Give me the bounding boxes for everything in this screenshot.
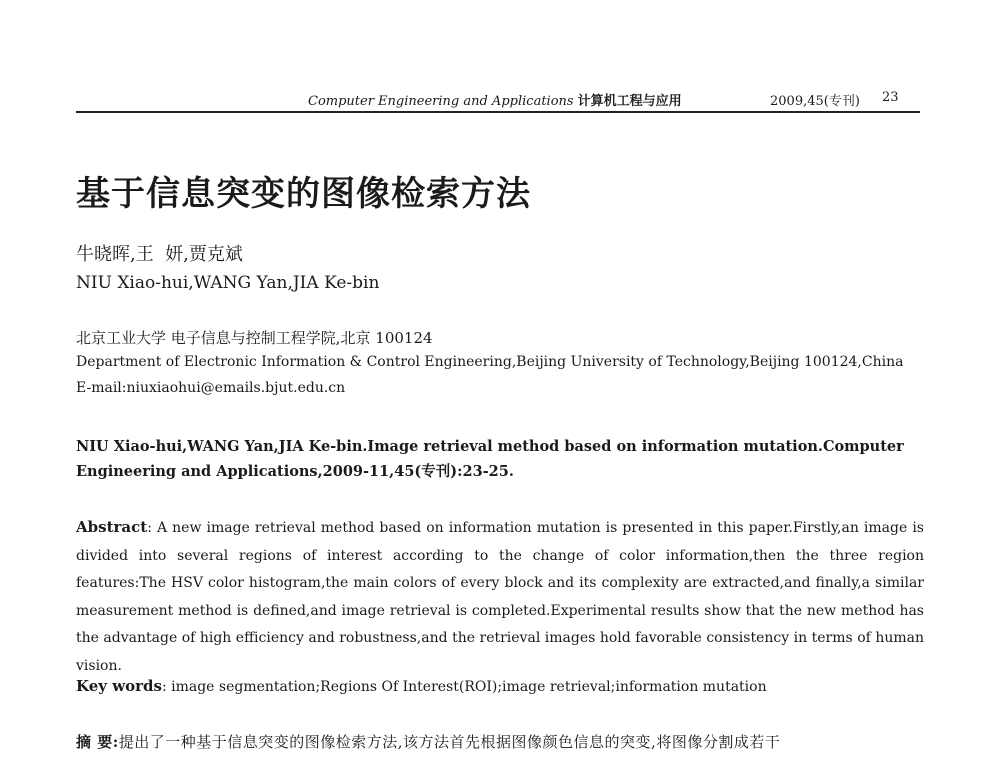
authors-zh: 牛晓晖,王 妍,贾克斌 (76, 244, 243, 265)
affiliation-zh: 北京工业大学 电子信息与控制工程学院,北京 100124 (76, 329, 433, 347)
keywords-label: Key words (76, 677, 162, 695)
abstract-zh: 摘 要:提出了一种基于信息突变的图像检索方法,该方法首先根据图像颜色信息的突变,将图像分割成若干 (76, 733, 781, 751)
abstract-zh-label: 摘 要 (76, 733, 113, 751)
page-number: 23 (882, 90, 899, 105)
header-rule (76, 111, 920, 113)
abstract-en: Abstract: A new image retrieval method based on information mutation is presented in this paper.Firstly,an image is divided into several regions of interest according to the change of color information,then the three region features:The HSV color histogram,the main colors of every block and its complexity are extracted,and finally,a similar measurement method is defined,and image retrieval is completed.Experimental results show that the new method has the advantage of high efficiency and robustness,and the retrieval images hold favorable consistency in terms of human vision. (76, 518, 924, 674)
abstract-zh-text: 提出了一种基于信息突变的图像检索方法,该方法首先根据图像颜色信息的突变,将图像分割成若干 (118, 733, 781, 751)
citation: NIU Xiao-hui,WANG Yan,JIA Ke-bin.Image retrieval method based on information mutation.Computer Engineering and Applications,2009-11,45(专刊):23-25. (76, 438, 904, 480)
abstract-label: Abstract (76, 518, 148, 536)
journal-name-en: Computer Engineering and Applications (308, 94, 574, 109)
running-header (76, 90, 920, 112)
keywords-text: image segmentation;Regions Of Interest(ROI);image retrieval;information mutation (171, 679, 767, 695)
journal-name (308, 90, 682, 109)
affiliation-en: Department of Electronic Information & Control Engineering,Beijing University of Technology,Beijing 100124,China (76, 354, 904, 370)
issue-info: 2009,45(专刊) (770, 94, 860, 109)
paper-title: 基于信息突变的图像检索方法 (76, 174, 531, 214)
email-line: E-mail:niuxiaohui@emails.bjut.edu.cn (76, 380, 346, 396)
abstract-text: A new image retrieval method based on information mutation is presented in this paper.Firstly,an image is divided into several regions of interest according to the change of color information,then the three region features:The HSV color histogram,the main colors of every block and its complexity are extracted,and finally,a similar measurement method is defined,and image retrieval is completed.Experimental results show that the new method has the advantage of high efficiency and robustness,and the retrieval images hold favorable consistency in terms of human vision. (76, 520, 924, 674)
authors-en: NIU Xiao-hui,WANG Yan,JIA Ke-bin (76, 273, 380, 293)
keywords-en: Key words: image segmentation;Regions Of Interest(ROI);image retrieval;information mutation (76, 677, 767, 695)
journal-name-zh: 计算机工程与应用 (577, 94, 682, 109)
